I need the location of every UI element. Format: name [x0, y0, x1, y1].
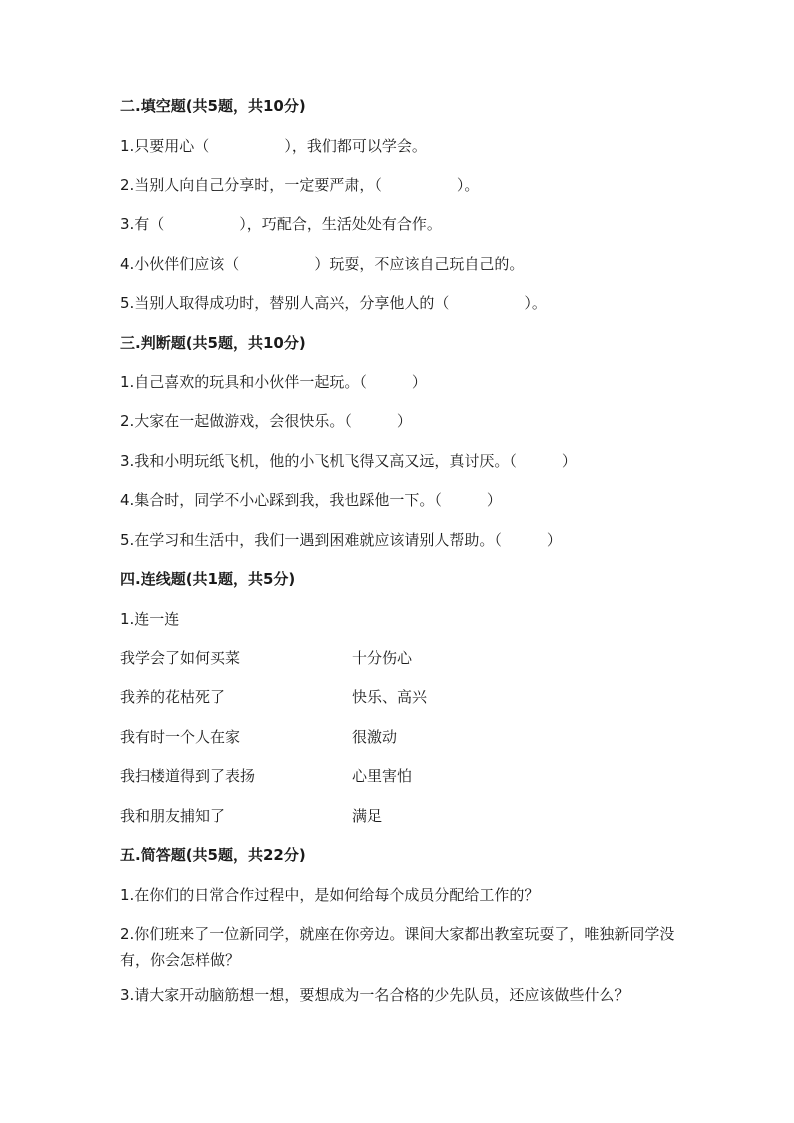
match-title: 1.连一连 — [120, 610, 180, 628]
fill-question-2: 2.当别人向自己分享时，一定要严肃，（ ）。 — [120, 176, 480, 194]
fill-question-1: 1.只要用心（ ），我们都可以学会。 — [120, 137, 427, 155]
match-right-item: 很激动 — [352, 728, 398, 746]
section-heading-short: 五.简答题(共5题，共22分) — [120, 846, 306, 864]
judge-question-5: 5.在学习和生活中，我们一遇到困难就应该请别人帮助。（ ） — [120, 531, 562, 549]
match-left-item: 我扫楼道得到了表扬 — [120, 767, 256, 785]
match-right-item: 心里害怕 — [352, 767, 413, 785]
match-left-item: 我学会了如何买菜 — [120, 649, 241, 667]
short-question-2: 2.你们班来了一位新同学，就座在你旁边。课间大家都出教室玩耍了，唯独新同学没有，你会怎样做？ — [120, 925, 675, 969]
judge-question-4: 4.集合时，同学不小心踩到我，我也踩他一下。（ ） — [120, 491, 502, 509]
section-heading-fill: 二.填空题(共5题，共10分) — [120, 97, 306, 115]
section-heading-match: 四.连线题(共1题，共5分) — [120, 570, 296, 588]
match-right-item: 满足 — [352, 807, 383, 825]
judge-question-2: 2.大家在一起做游戏，会很快乐。（ ） — [120, 412, 412, 430]
fill-question-3: 3.有（ ），巧配合，生活处处有合作。 — [120, 215, 442, 233]
match-left-item: 我养的花枯死了 — [120, 688, 226, 706]
match-right-item: 快乐、高兴 — [352, 688, 428, 706]
judge-question-1: 1.自己喜欢的玩具和小伙伴一起玩。（ ） — [120, 373, 427, 391]
judge-question-3: 3.我和小明玩纸飞机，他的小飞机飞得又高又远，真讨厌。（ ） — [120, 452, 577, 470]
match-right-item: 十分伤心 — [352, 649, 413, 667]
match-left-item: 我有时一个人在家 — [120, 728, 241, 746]
fill-question-4: 4.小伙伴们应该（ ）玩耍，不应该自己玩自己的。 — [120, 255, 525, 273]
fill-question-5: 5.当别人取得成功时，替别人高兴，分享他人的（ ）。 — [120, 294, 547, 312]
short-question-3: 3.请大家开动脑筋想一想，要想成为一名合格的少先队员，还应该做些什么？ — [120, 986, 630, 1004]
short-question-1: 1.在你们的日常合作过程中，是如何给每个成员分配给工作的？ — [120, 886, 540, 904]
match-left-item: 我和朋友捕知了 — [120, 807, 226, 825]
section-heading-judge: 三.判断题(共5题，共10分) — [120, 334, 306, 352]
